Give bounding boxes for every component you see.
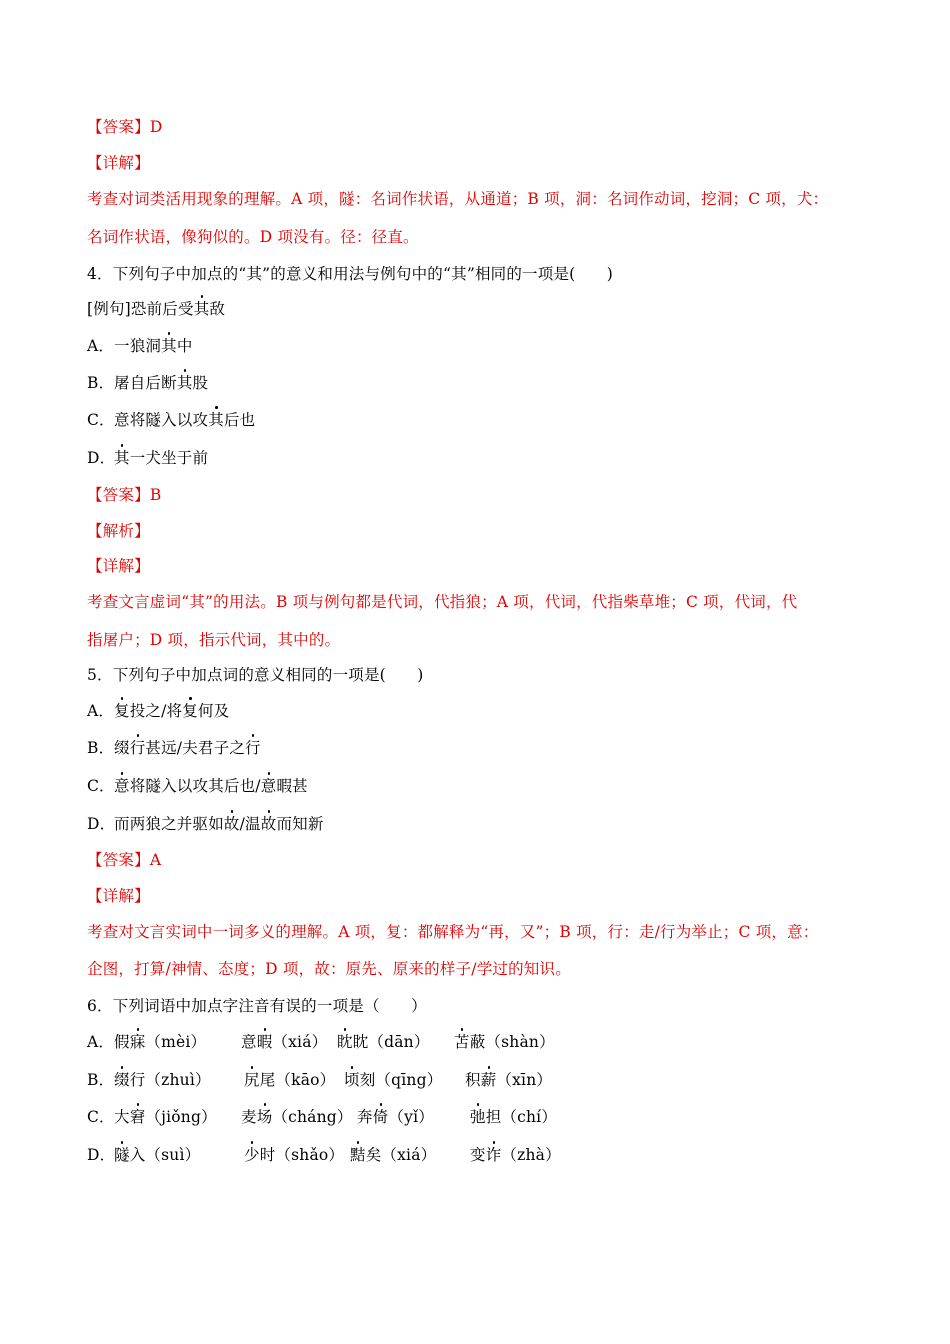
emphasis-dot-char: 诈 [485, 1146, 502, 1164]
answer-value: D [149, 118, 163, 136]
option-text: 甚远/夫君子之 [145, 739, 246, 757]
pinyin-text: （suì） [145, 1146, 201, 1164]
option-label: A． [87, 337, 115, 355]
emphasis-dot-char: 其 [161, 337, 177, 355]
pinyin-text: （kāo） [275, 1071, 336, 1089]
option-label: A． [87, 1033, 115, 1051]
q4-stem: 4．下列句子中加点的“其”的意义和用法与例句中的“其”相同的一项是( ) [87, 265, 614, 283]
word-text: 眈 [352, 1033, 369, 1051]
emphasis-dot-char: 其 [114, 449, 130, 467]
option-label: D． [87, 815, 116, 833]
pinyin-text: （yǐ） [388, 1108, 434, 1126]
emphasis-dot-char: 场 [256, 1108, 273, 1126]
example-text: 敌 [209, 300, 226, 318]
option-label: C． [87, 1108, 115, 1126]
pinyin-item [244, 1070, 335, 1090]
q5-answer [87, 850, 161, 870]
pinyin-item [114, 1070, 211, 1090]
q5-explanation-line1: 考查对文言实词中一词多义的理解。A 项，复：都解释为“再，又”；B 项，行：走/行为举止；C 项，意： [87, 923, 819, 941]
q6-option-a [87, 1032, 555, 1052]
pinyin-text: （zhuì） [145, 1071, 211, 1089]
emphasis-dot-char: 其 [208, 411, 224, 429]
word-text: 奔 [357, 1108, 373, 1126]
word-text: 积 [465, 1071, 481, 1089]
q4-option-a [87, 336, 193, 356]
option-text: 而两狼之并驱如 [114, 815, 224, 833]
word-text: 麦 [241, 1108, 257, 1126]
emphasis-dot-char: 薪 [480, 1071, 497, 1089]
pinyin-text: （dān） [368, 1033, 430, 1051]
option-text: 中 [176, 337, 193, 355]
q6-option-c [87, 1107, 558, 1127]
pinyin-item [114, 1032, 206, 1052]
emphasis-dot-char: 行 [245, 739, 261, 757]
option-text: 何及 [197, 702, 230, 720]
q3-answer [87, 117, 162, 137]
q5-option-b [87, 738, 261, 758]
pinyin-item [357, 1107, 434, 1127]
q5-explanation-line2: 企图，打算/神情、态度；D 项，故：原先、原来的样子/学过的知识。 [87, 960, 571, 978]
pinyin-text: （qīng） [375, 1071, 443, 1089]
pinyin-item [350, 1145, 436, 1165]
pinyin-item [244, 1145, 344, 1165]
emphasis-dot-char: 暇 [256, 1033, 273, 1051]
q3-explanation-line2: 名词作状语，像狗似的。D 项没有。径：径直。 [87, 228, 419, 246]
pinyin-text: （xiá） [272, 1033, 328, 1051]
detail-label: 【详解】 [87, 887, 150, 905]
word-text: 行 [129, 1071, 146, 1089]
pinyin-text: （mèi） [145, 1033, 207, 1051]
option-label: C． [87, 411, 115, 429]
analysis-label: 【解析】 [87, 522, 150, 540]
pinyin-text: （shǎo） [275, 1146, 345, 1164]
q5-option-a [87, 701, 229, 721]
pinyin-text: （cháng） [272, 1108, 353, 1126]
pinyin-item [337, 1032, 430, 1052]
q4-answer [87, 485, 161, 505]
detail-label: 【详解】 [87, 557, 150, 575]
emphasis-dot-char: 寐 [129, 1033, 146, 1051]
emphasis-dot-char: 故 [260, 815, 277, 833]
word-text: 假 [114, 1033, 130, 1051]
q6-stem: 6．下列词语中加点字注音有误的一项是（ ） [87, 997, 427, 1015]
q4-detail-label [87, 556, 150, 576]
word-text: 蔽 [469, 1033, 486, 1051]
emphasis-dot-char: 眈 [337, 1033, 353, 1051]
emphasis-dot-char: 意 [114, 777, 130, 795]
option-text: 缀 [114, 739, 130, 757]
option-text: /温 [239, 815, 261, 833]
answer-label: 【答案】 [87, 118, 150, 136]
emphasis-dot-char: 苫 [454, 1033, 470, 1051]
emphasis-dot-char: 其 [176, 374, 193, 392]
pinyin-text: （xiá） [381, 1146, 437, 1164]
pinyin-item [454, 1032, 555, 1052]
word-text: 入 [129, 1146, 146, 1164]
pinyin-item [344, 1070, 442, 1090]
emphasis-dot-char: 倚 [372, 1108, 389, 1126]
word-text: 时 [259, 1146, 276, 1164]
word-text: 大 [114, 1108, 130, 1126]
pinyin-text: （jiǒng） [145, 1108, 217, 1126]
word-text: 担 [485, 1108, 502, 1126]
q4-analysis-label [87, 521, 150, 541]
q5-detail-label [87, 886, 150, 906]
emphasis-dot-char: 少 [244, 1146, 260, 1164]
option-text: 而知新 [276, 815, 324, 833]
option-label: C． [87, 777, 115, 795]
option-text: 一犬坐于前 [129, 449, 209, 467]
emphasis-dot-char: 故 [223, 815, 240, 833]
option-text: 意将隧入以攻 [114, 411, 209, 429]
pinyin-item [470, 1145, 561, 1165]
example-text: [例句]恐前后受 [87, 300, 194, 318]
pinyin-item [114, 1107, 217, 1127]
q5-option-c [87, 776, 308, 796]
answer-label: 【答案】 [87, 486, 150, 504]
pinyin-item [114, 1145, 200, 1165]
option-text: 暇甚 [276, 777, 308, 795]
word-text: 尾 [259, 1071, 276, 1089]
emphasis-dot-char: 缀 [114, 1071, 130, 1089]
emphasis-dot-char: 窘 [129, 1108, 146, 1126]
option-text: 后也 [223, 411, 256, 429]
pinyin-item [241, 1032, 327, 1052]
q3-explanation-line1: 考查对词类活用现象的理解。A 项，隧：名词作状语，从通道；B 项，洞：名词作动词，挖洞；C 项，犬： [87, 190, 829, 208]
q4-option-b [87, 373, 208, 393]
option-label: B． [87, 739, 115, 757]
q6-option-d [87, 1145, 561, 1165]
pinyin-text: （zhà） [501, 1146, 561, 1164]
answer-label: 【答案】 [87, 851, 150, 869]
answer-value: A [149, 851, 162, 869]
option-label: D． [87, 449, 116, 467]
answer-value: B [149, 486, 162, 504]
detail-label: 【详解】 [87, 154, 150, 172]
pinyin-item [465, 1070, 552, 1090]
pinyin-text: （xīn） [496, 1071, 553, 1089]
pinyin-text: （shàn） [485, 1033, 555, 1051]
option-label: D． [87, 1146, 116, 1164]
word-text: 变 [470, 1146, 486, 1164]
pinyin-text: （chí） [501, 1108, 558, 1126]
word-text: 意 [241, 1033, 257, 1051]
option-label: B． [87, 374, 115, 392]
emphasis-dot-char: 隧 [114, 1146, 130, 1164]
emphasis-dot-char: 行 [129, 739, 146, 757]
emphasis-dot-char: 其 [193, 300, 210, 318]
emphasis-dot-char: 顷 [344, 1071, 360, 1089]
option-label: B． [87, 1071, 115, 1089]
option-label: A． [87, 702, 115, 720]
emphasis-dot-char: 弛 [470, 1108, 486, 1126]
word-text: 矣 [365, 1146, 382, 1164]
pinyin-item [241, 1107, 353, 1127]
option-text: 屠自后断 [114, 374, 177, 392]
q5-stem: 5．下列句子中加点词的意义相同的一项是( ) [87, 666, 424, 684]
pinyin-item [470, 1107, 557, 1127]
option-text: 将隧入以攻其后也/ [129, 777, 261, 795]
emphasis-dot-char: 复 [114, 702, 130, 720]
option-text: 股 [192, 374, 209, 392]
q4-explanation-line1: 考查文言虚词“其”的用法。B 项与例句都是代词，代指狼；A 项，代词，代指柴草堆；C 项，代词，代 [87, 593, 798, 611]
q4-option-d [87, 448, 208, 468]
q4-explanation-line2: 指屠户；D 项，指示代词，其中的。 [87, 631, 341, 649]
option-text: 一狼洞 [114, 337, 162, 355]
q3-detail-label [87, 153, 150, 173]
q6-option-b [87, 1070, 553, 1090]
q4-example [87, 299, 225, 319]
q4-option-c [87, 410, 255, 430]
word-text: 刻 [359, 1071, 376, 1089]
emphasis-dot-char: 复 [182, 702, 198, 720]
emphasis-dot-char: 尻 [244, 1071, 260, 1089]
option-text: 投之/将 [129, 702, 183, 720]
emphasis-dot-char: 黠 [350, 1146, 366, 1164]
emphasis-dot-char: 意 [260, 777, 277, 795]
q5-option-d [87, 814, 324, 834]
